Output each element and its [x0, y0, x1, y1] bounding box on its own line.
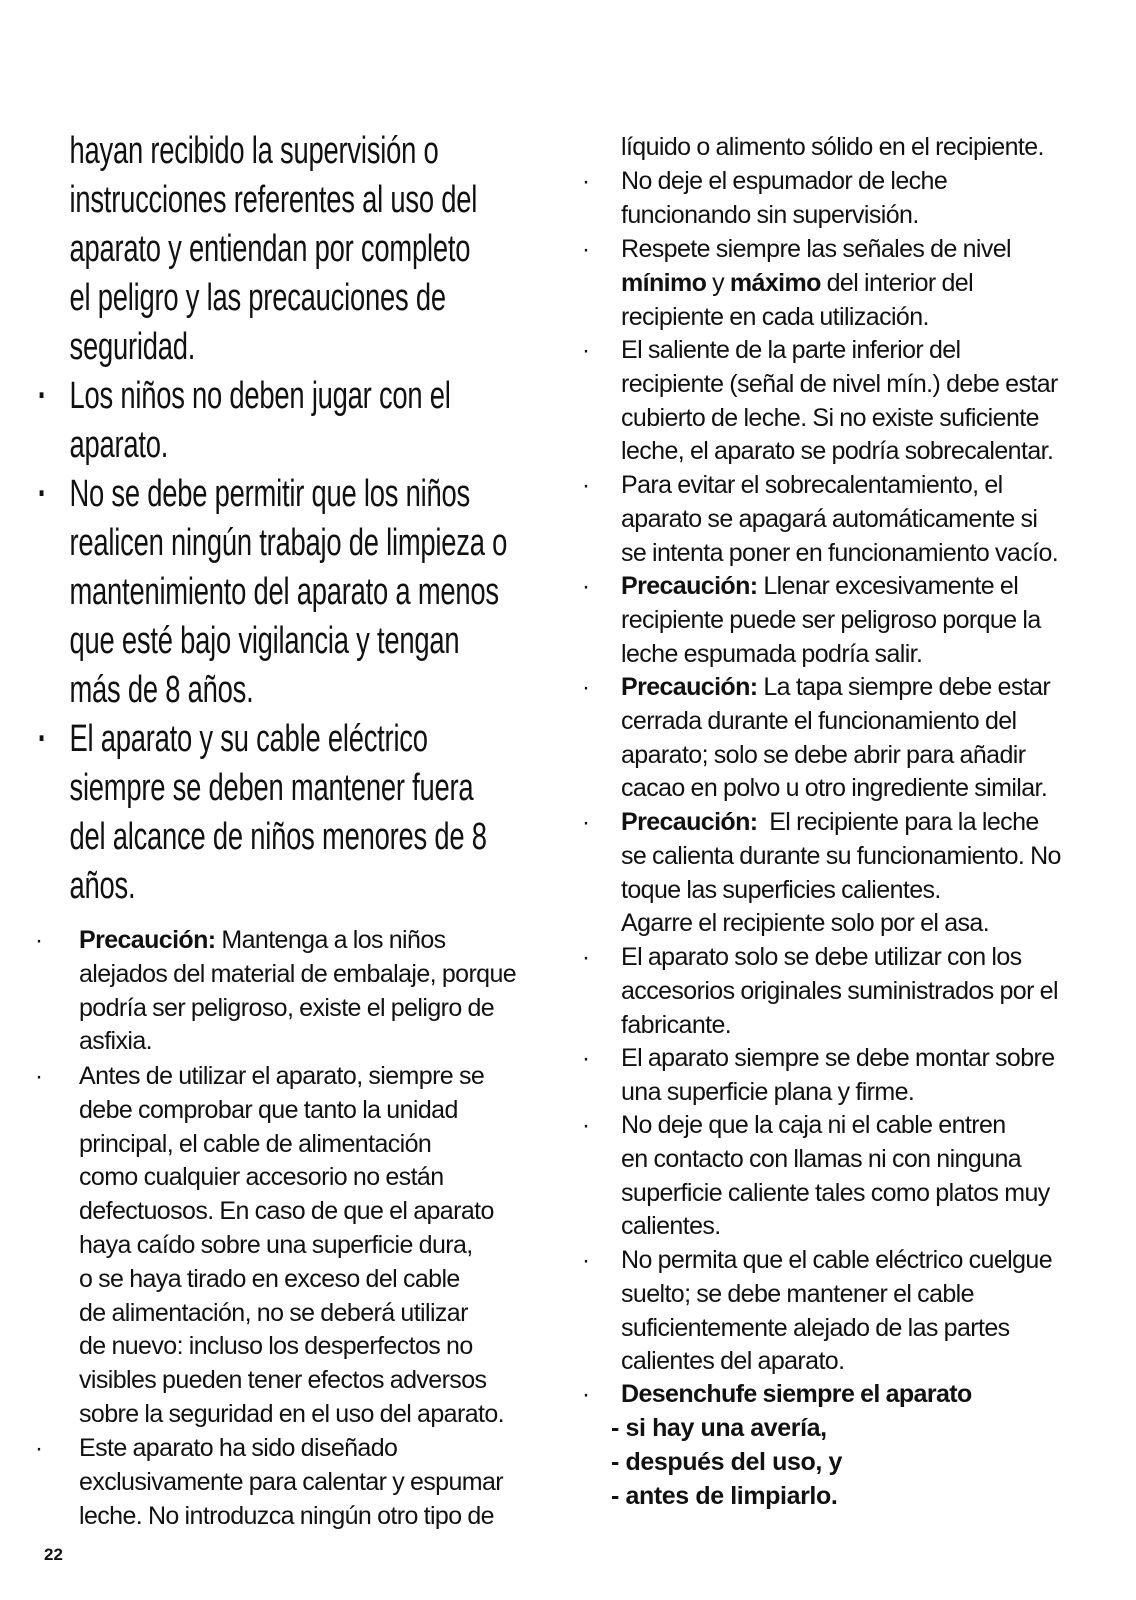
list-item: · Precaución: Llenar excesivamente el recipiente puede ser peligroso porque la leche espumada podría salir. — [582, 572, 1041, 668]
continuation-text: líquido o alimento sólido en el recipiente. — [621, 133, 1044, 161]
bullet-icon: · — [582, 573, 590, 600]
bullet-icon: · — [582, 1247, 590, 1274]
dash-item: - antes de limpiarlo. — [611, 1482, 838, 1510]
bullet-icon: · — [582, 1112, 590, 1139]
bullet-icon: · — [35, 927, 43, 954]
list-item: · No deje que la caja ni el cable entren en contacto con llamas ni con ninguna superficie caliente tales como platos muy calientes. — [582, 1111, 1050, 1241]
bullet-icon: · — [35, 1435, 43, 1462]
list-item: · Respete siempre las señales de nivel mínimo y máximo del interior del recipiente en cada utilización. — [582, 235, 1012, 331]
list-item: · El aparato siempre se debe montar sobre una superficie plana y firme. — [582, 1044, 1055, 1106]
bullet-icon: · — [582, 944, 590, 971]
bullet-icon: · — [37, 473, 47, 515]
page-number: 22 — [44, 1545, 63, 1564]
bullet-icon: · — [35, 1063, 43, 1090]
bullet-icon: · — [582, 236, 590, 263]
bullet-icon: · — [582, 168, 590, 195]
bullet-icon: · — [582, 674, 590, 701]
list-item: · El aparato solo se debe utilizar con los accesorios originales suministrados por el fabricante. — [582, 943, 1058, 1039]
list-item: · Este aparato ha sido diseñado exclusivamente para calentar y espumar leche. No introduzca ningún otro tipo de — [35, 1434, 504, 1530]
bullet-icon: · — [37, 375, 47, 417]
dash-item: - si hay una avería, — [611, 1414, 827, 1442]
bullet-icon: · — [582, 337, 590, 364]
bullet-icon: · — [582, 1045, 590, 1072]
list-item: · Antes de utilizar el aparato, siempre se debe comprobar que tanto la unidad principal, el cable de alimentación como cualquier accesorio no están defectuosos. En caso de que el aparato haya caído sobre una superficie dura, o se haya tirado en exceso del cable de alimentación, no se deberá utilizar de nuevo: incluso los desperfectos no visibles pueden tener efectos adversos sobre la seguridad en el uso del aparato. — [35, 1062, 504, 1428]
bullet-icon: · — [582, 1381, 590, 1408]
bullet-icon: · — [37, 718, 47, 760]
bullet-icon: · — [582, 472, 590, 499]
list-item: · Precaución: El recipiente para la leche se calienta durante su funcionamiento. No toque las superficies calientes. Agarre el recipiente solo por el asa. — [582, 808, 1061, 938]
bullet-icon: · — [582, 809, 590, 836]
list-item: · No permita que el cable eléctrico cuelgue suelto; se debe mantener el cable suficientemente alejado de las partes calientes del aparato. — [582, 1246, 1052, 1376]
list-item: · No deje el espumador de leche funcionando sin supervisión. — [582, 167, 948, 229]
list-item-unplug: · Desenchufe siempre el aparato — [590, 1378, 1090, 1412]
list-item: · Precaución: La tapa siempre debe estar cerrada durante el funcionamiento del aparato; solo se debe abrir para añadir cacao en polvo u otro ingrediente similar. — [582, 673, 1051, 803]
list-item: · Precaución: Mantenga a los niños alejados del material de embalaje, porque podría ser peligroso, existe el peligro de asfixia. — [35, 926, 517, 1056]
list-item: · Para evitar el sobrecalentamiento, el aparato se apagará automáticamente si se intenta poner en funcionamiento vacío. — [582, 471, 1059, 567]
dash-item: - después del uso, y — [611, 1448, 842, 1476]
list-item: · El saliente de la parte inferior del recipiente (señal de nivel mín.) debe estar cubierto de leche. Si no existe suficiente leche, el aparato se podría sobrecalentar. — [582, 336, 1058, 466]
